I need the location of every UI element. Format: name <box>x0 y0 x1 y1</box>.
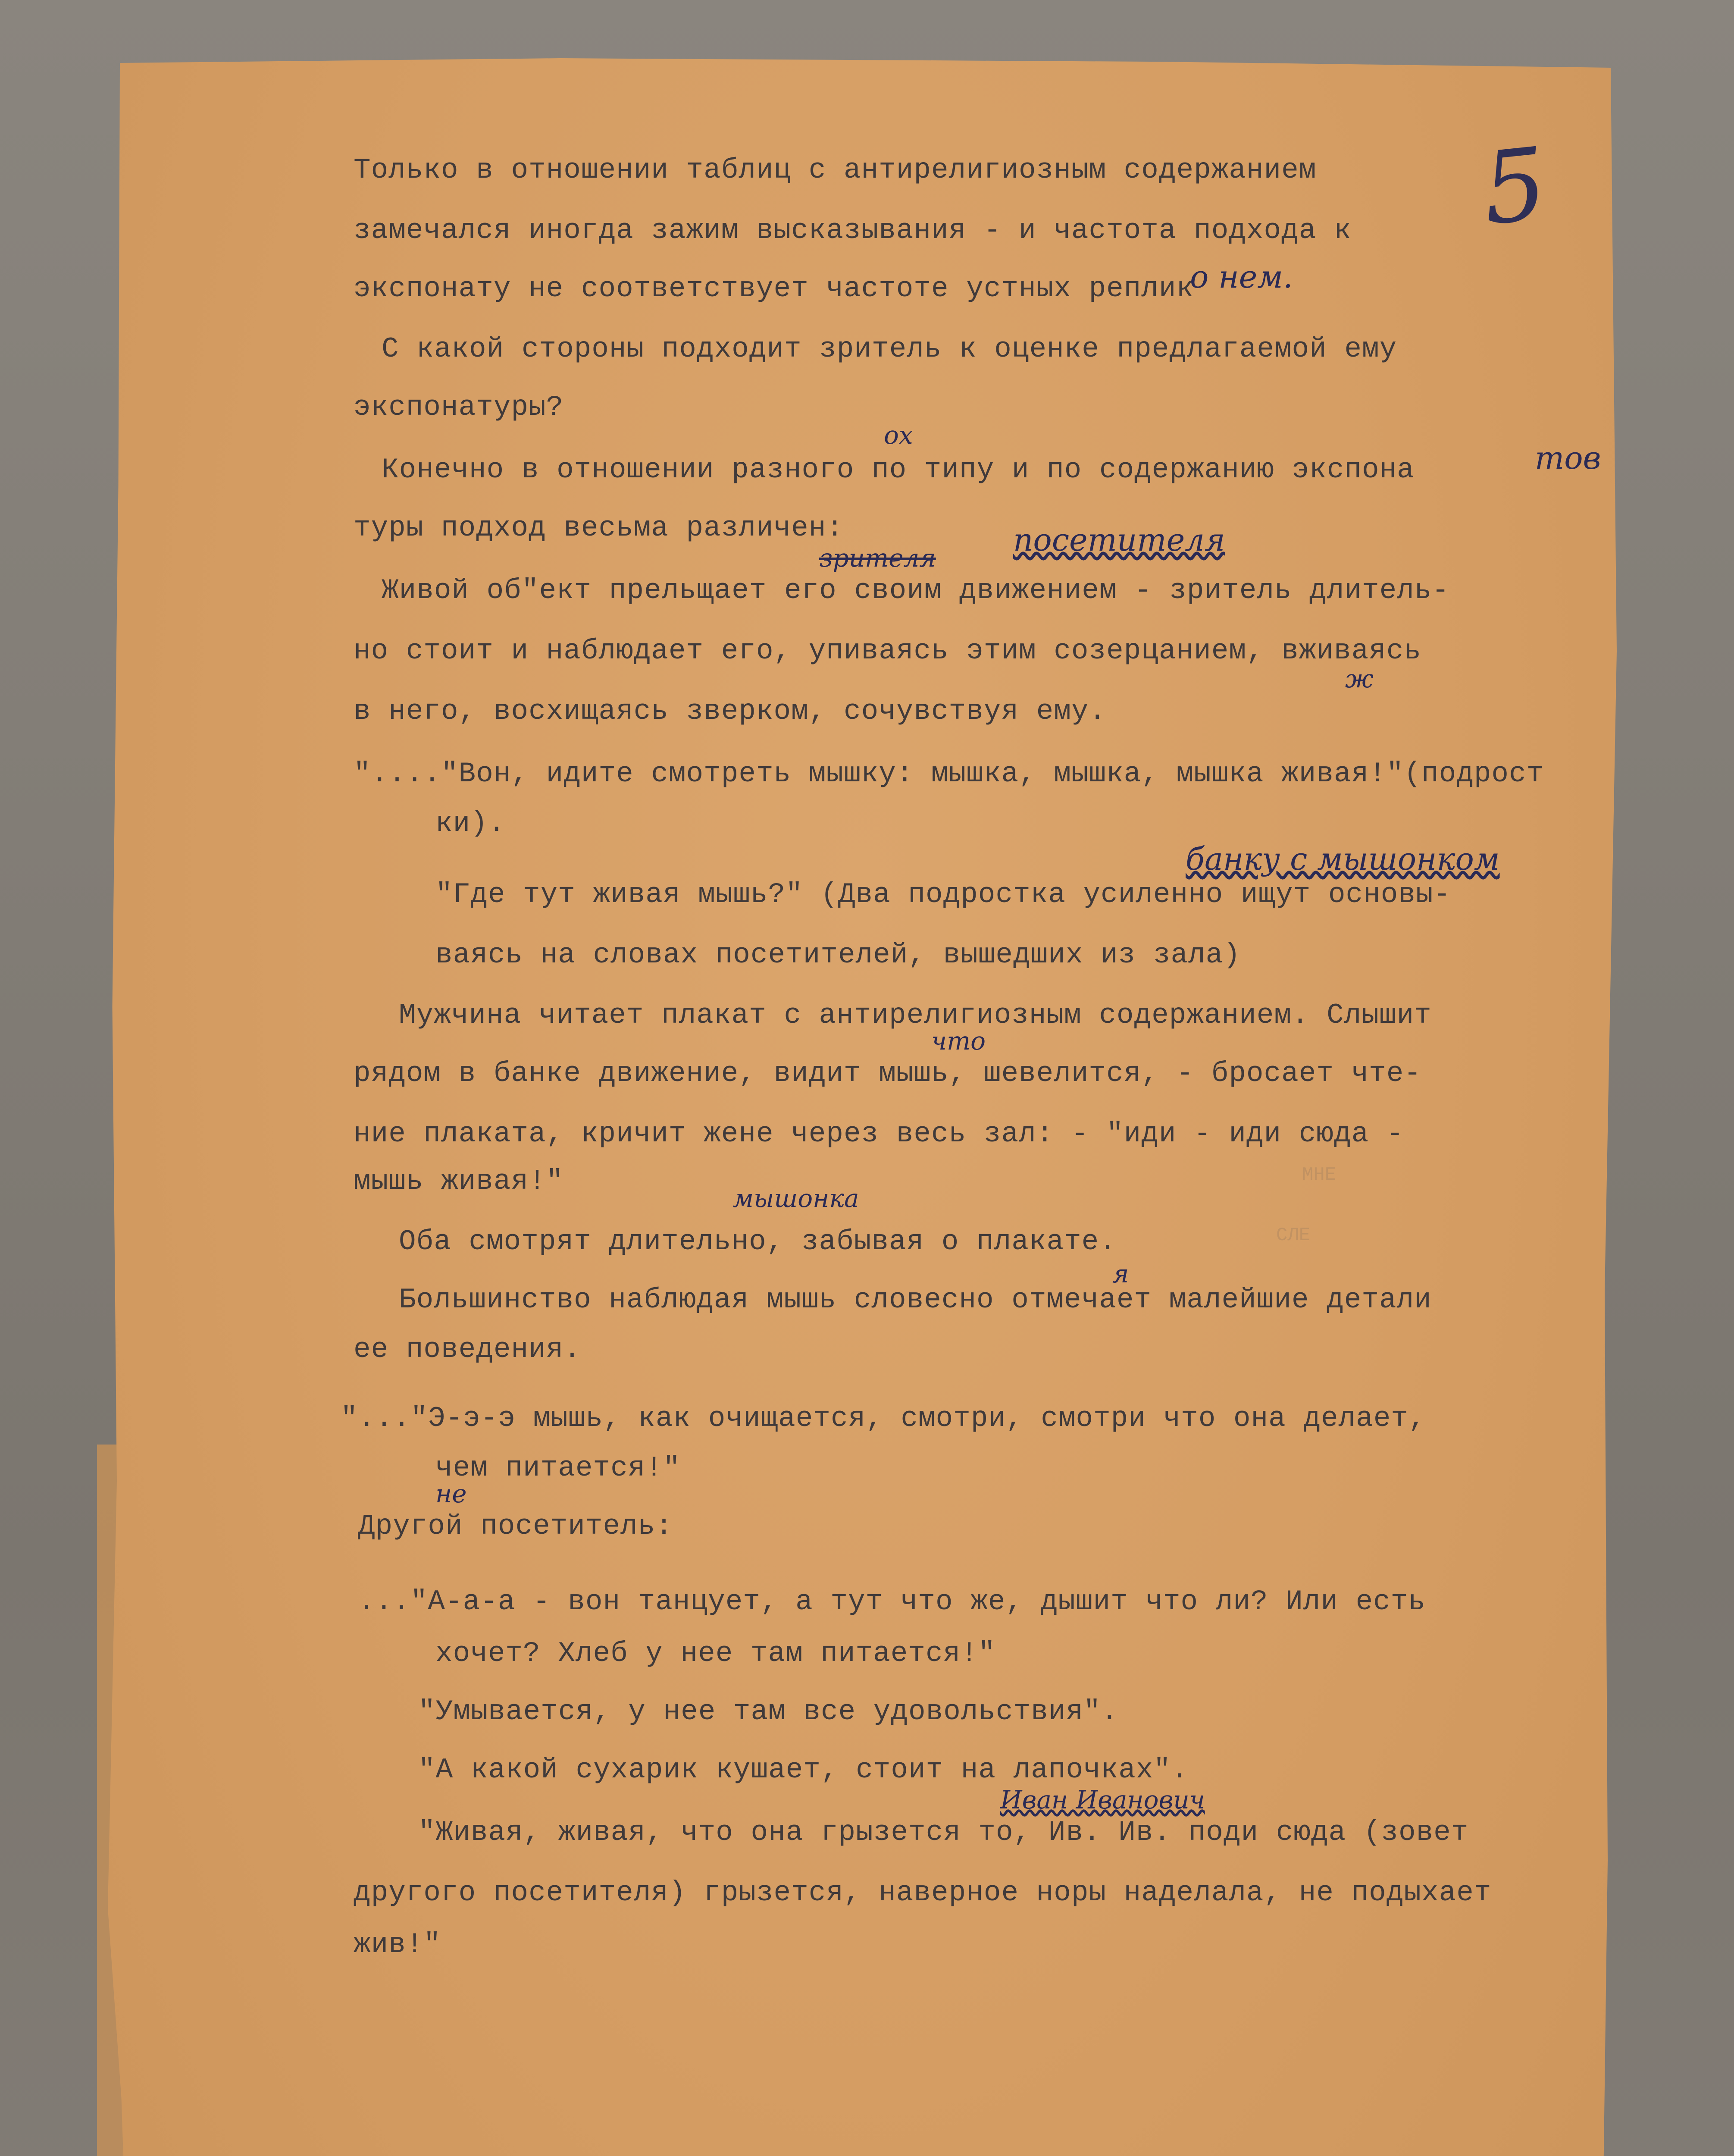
handwritten-insert: о нем. <box>1190 259 1293 295</box>
text-line: "Живая, живая, что она грызется то, Ив. Ив. поди сюда (зовет <box>418 1816 1469 1849</box>
text-line: в него, восхищаясь зверком, сочувствуя ему. <box>354 695 1107 727</box>
handwritten-insert: посетителя <box>1013 522 1225 558</box>
handwritten-insert: что <box>931 1026 986 1056</box>
handwritten-insert: тов <box>1535 440 1601 476</box>
handwritten-insert: я <box>1112 1259 1129 1288</box>
text-line: Живой об"ект прельщает его своим движением - зритель длитель- <box>382 574 1449 607</box>
handwritten-insert: не <box>435 1479 467 1508</box>
text-line: ние плаката, кричит жене через весь зал: - "иди - иди сюда - <box>354 1118 1404 1150</box>
handwritten-deletion: зрителя <box>819 543 936 573</box>
text-line: Оба смотрят длительно, забывая о плакате. <box>399 1225 1117 1258</box>
show-through-text: СЛЕ <box>1276 1225 1311 1246</box>
text-line: "А какой сухарик кушает, стоит на лапочках". <box>418 1754 1189 1786</box>
text-line: Конечно в отношении разного по типу и по содержанию экспона <box>382 454 1415 486</box>
text-line: Только в отношении таблиц с антирелигиозным содержанием <box>354 154 1317 186</box>
text-line: ваясь на словах посетителей, вышедших из зала) <box>435 939 1241 971</box>
text-line: "..."Э-э-э мышь, как очищается, смотри, смотри что она делает, <box>341 1402 1426 1435</box>
text-line: "Где тут живая мышь?" (Два подростка усиленно ищут основы- <box>435 878 1451 911</box>
text-line: "...."Вон, идите смотреть мышку: мышка, мышка, мышка живая!"(подрост <box>354 758 1544 790</box>
text-line: рядом в банке движение, видит мышь, шевелится, - бросает чте- <box>354 1057 1421 1090</box>
text-line: экспонату не соответствует частоте устных реплик <box>354 273 1194 305</box>
handwritten-insert: мышонка <box>733 1184 859 1213</box>
text-line: но стоит и наблюдает его, упиваясь этим созерцанием, вживаясь <box>354 635 1421 667</box>
handwritten-insert: Иван Иванович <box>1000 1785 1205 1814</box>
text-line: замечался иногда зажим высказывания - и частота подхода к <box>354 214 1352 247</box>
text-line: другого посетителя) грызется, наверное норы наделала, не подыхает <box>354 1877 1492 1909</box>
handwritten-insert: банку с мышонком <box>1186 841 1500 877</box>
text-line: жив!" <box>354 1928 441 1961</box>
text-line: мышь живая!" <box>354 1165 564 1197</box>
text-line: ки). <box>435 807 506 840</box>
text-line: ее поведения. <box>354 1333 581 1366</box>
text-line: хочет? Хлеб у нее там питается!" <box>435 1637 996 1670</box>
text-line: "Умывается, у нее там все удовольствия". <box>418 1695 1119 1728</box>
text-line: туры подход весьма различен: <box>354 512 844 544</box>
handwritten-insert: ж <box>1345 664 1374 693</box>
text-line: Большинство наблюдая мышь словесно отмечает малейшие детали <box>399 1284 1432 1316</box>
text-line: С какой стороны подходит зритель к оценке предлагаемой ему <box>382 333 1397 365</box>
text-line: Другой посетитель: <box>358 1510 673 1542</box>
text-line: чем питается!" <box>435 1452 681 1484</box>
text-line: Мужчина читает плакат с антирелигиозным содержанием. Слышит <box>399 999 1432 1031</box>
text-line: экспонатуры? <box>354 391 564 423</box>
text-line: ..."А-а-а - вон танцует, а тут что же, дышит что ли? Или есть <box>358 1586 1426 1618</box>
show-through-text: МНЕ <box>1302 1164 1336 1186</box>
handwritten-insert: ох <box>884 420 913 450</box>
page-number: 5 <box>1477 126 1552 248</box>
